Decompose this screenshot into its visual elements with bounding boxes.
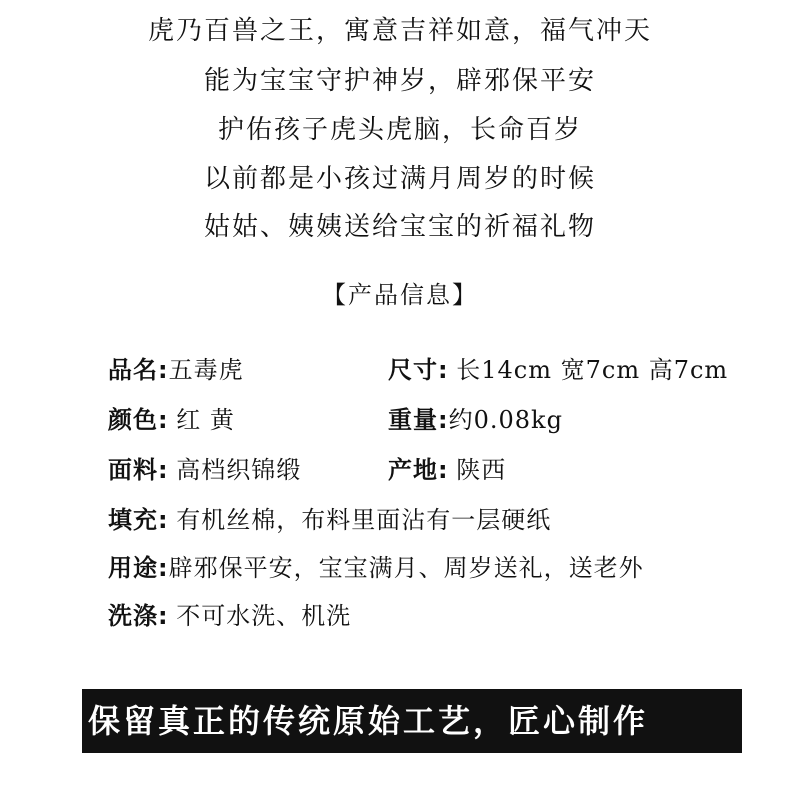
spec-value: 辟邪保平安，宝宝满月、周岁送礼，送老外	[168, 554, 644, 582]
spec-value: 有机丝棉，布料里面沾有一层硬纸	[176, 506, 552, 534]
spec-value: 陕西	[456, 456, 507, 484]
spec-value: 五毒虎	[168, 356, 244, 384]
spec-washing	[108, 596, 351, 631]
spec-fabric	[108, 450, 301, 485]
poem-line-5: 姑姑、姨姨送给宝宝的祈福礼物	[203, 212, 596, 242]
spec-label: 洗涤:	[108, 602, 169, 630]
spec-origin	[388, 450, 506, 485]
spec-value: 高档织锦缎	[176, 456, 302, 484]
spec-label: 产地:	[388, 456, 449, 484]
spec-value: 长14cm 宽7cm 高7cm	[456, 356, 729, 384]
spec-size	[388, 350, 728, 385]
spec-name	[108, 350, 244, 385]
spec-label: 重量:	[388, 406, 449, 434]
spec-label: 面料:	[108, 456, 169, 484]
poem-line-2: 能为宝宝守护神岁，辟邪保平安	[203, 66, 596, 96]
spec-usage	[108, 548, 644, 583]
section-title: 【产品信息】	[322, 281, 478, 309]
craft-banner: 保留真正的传统原始工艺，匠心制作	[82, 689, 742, 753]
spec-filling	[108, 500, 551, 535]
spec-weight	[388, 400, 563, 435]
spec-label: 用途:	[108, 554, 169, 582]
poem-line-4: 以前都是小孩过满月周岁的时候	[203, 164, 596, 194]
poem-line-3: 护佑孩子虎头虎脑，长命百岁	[217, 115, 582, 145]
spec-label: 品名:	[108, 356, 169, 384]
spec-label: 填充:	[108, 506, 169, 534]
spec-value: 不可水洗、机洗	[176, 602, 352, 630]
spec-label: 颜色:	[108, 406, 169, 434]
spec-color	[108, 400, 235, 435]
spec-value: 约0.08kg	[448, 406, 563, 434]
spec-value: 红 黄	[176, 406, 235, 434]
poem-line-1: 虎乃百兽之王，寓意吉祥如意，福气冲天	[147, 16, 652, 46]
spec-label: 尺寸:	[388, 356, 449, 384]
